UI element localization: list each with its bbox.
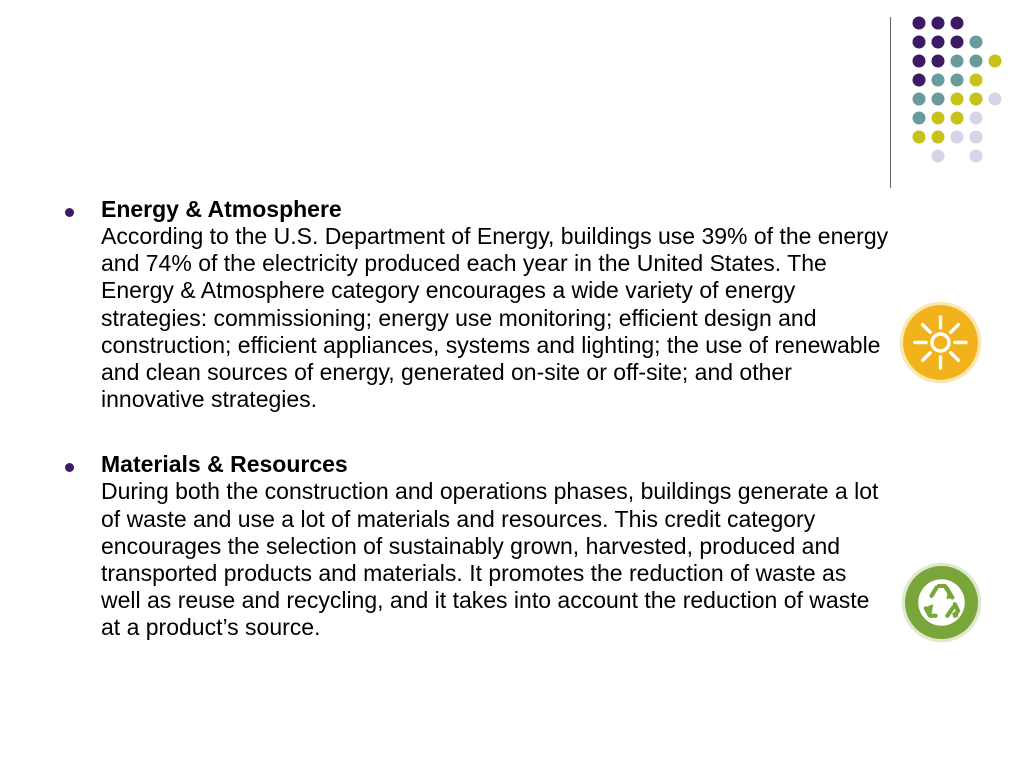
vertical-divider	[890, 17, 891, 188]
deco-dot	[989, 93, 1002, 106]
deco-dot	[932, 131, 945, 144]
bullet-item-energy	[60, 196, 890, 413]
deco-dot	[970, 74, 983, 87]
bullet-text: According to the U.S. Department of Energy, buildings use 39% of the energy and 74% of the electricity produced each year in the United States. The Energy & Atmosphere category encourages a wide variety of energy strategies: commissioning; energy use monitoring; efficient design and construction; efficient appliances, systems and lighting; the use of renewable and clean sources of energy, generated on-site or off-site; and other innovative strategies.	[101, 223, 889, 413]
deco-dot	[932, 112, 945, 125]
deco-dot	[932, 36, 945, 49]
deco-dot	[913, 112, 926, 125]
deco-dot	[932, 150, 945, 163]
deco-dot	[932, 17, 945, 30]
deco-dot	[951, 74, 964, 87]
deco-dot	[932, 93, 945, 106]
deco-dot	[989, 55, 1002, 68]
deco-dot	[951, 55, 964, 68]
deco-dot	[970, 36, 983, 49]
deco-dot	[913, 55, 926, 68]
deco-dot	[970, 150, 983, 163]
deco-dot	[951, 17, 964, 30]
deco-dot	[932, 55, 945, 68]
recycle-icon	[900, 561, 983, 644]
deco-dot	[970, 93, 983, 106]
deco-dot	[970, 55, 983, 68]
deco-dot	[951, 93, 964, 106]
deco-dot	[951, 131, 964, 144]
bullet-marker	[65, 208, 74, 217]
bullet-marker	[65, 463, 74, 472]
bullet-title: Energy & Atmosphere	[101, 196, 342, 222]
deco-dot	[970, 112, 983, 125]
deco-dot	[932, 74, 945, 87]
deco-dot	[951, 36, 964, 49]
deco-dot	[913, 93, 926, 106]
deco-dot	[913, 74, 926, 87]
deco-dot	[913, 36, 926, 49]
deco-dot	[913, 17, 926, 30]
deco-dot	[913, 131, 926, 144]
deco-dot	[970, 131, 983, 144]
bullet-item-materials	[60, 451, 890, 641]
bullet-text: During both the construction and operations phases, buildings generate a lot of waste and use a lot of materials and resources. This credit category encourages the selection of sustainably grown, harvested, produced and transported products and materials. It promotes the reduction of waste as well as reuse and recycling, and it takes into account the reduction of waste at a product’s source.	[101, 478, 879, 641]
bullet-list	[60, 196, 890, 680]
bullet-title: Materials & Resources	[101, 451, 348, 478]
decorative-dot-grid	[0, 0, 1024, 200]
sun-icon	[898, 300, 983, 385]
deco-dot	[951, 112, 964, 125]
